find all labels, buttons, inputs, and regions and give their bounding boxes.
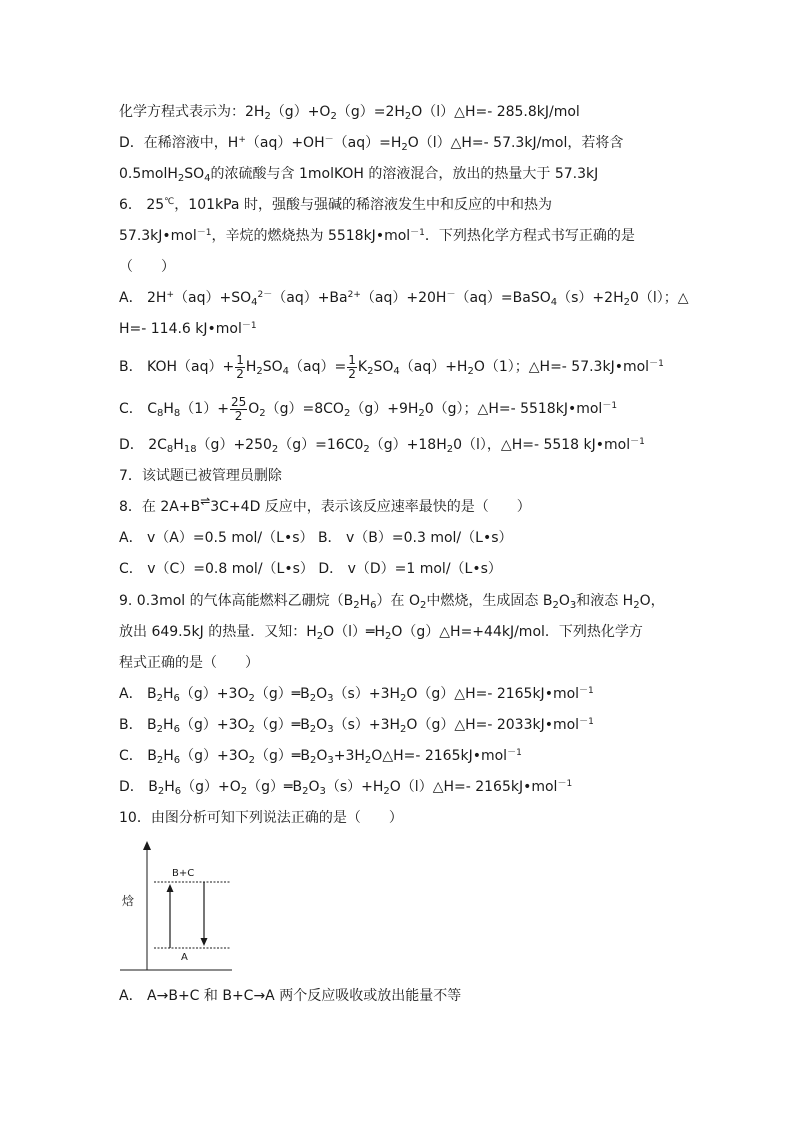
question-6-brackets: （ ） — [119, 259, 175, 275]
level-b-plus-c-label: B+C — [172, 868, 195, 879]
enthalpy-diagram-svg — [112, 838, 242, 978]
question-9-cont2: 程式正确的是（ ） — [119, 655, 259, 671]
fraction-half: $\frac{1}{2}$ — [236, 352, 244, 381]
option-10a: A． A→B+C 和 B+C→A 两个反应吸收或放出能量不等 — [119, 988, 462, 1004]
option-9b: B． $B_2H_6(g)+3O_2(g)═B_2O_3(s)+3H_2O(g)\triangle H=-$ 2033kJ•mol$^{-1}$ — [119, 717, 594, 735]
question-9-cont: 放出 649.5kJ 的热量．又知：$H_2O(l)═H_2O(g)\triangle H=+44kJ$/mol．下列热化学方 — [119, 624, 643, 642]
options-8-cd: C． v（C）=0.8 mol/（L•s） D． v（D）=1 mol/（L•s） — [119, 561, 502, 577]
question-6: 6． 25℃，101kPa 时，强酸与强碱的稀溶液发生中和反应的中和热为 — [119, 197, 552, 213]
option-6c: C． $C_8H_8(1)+$ $\frac{25}{2}$ $O_2(g)=8CO_2(g)+9H_20(g)$；△H=- 5518kJ•mol$^{-1}$ — [119, 394, 618, 423]
question-7: 7．该试题已被管理员删除 — [119, 468, 282, 484]
fraction-half: $\frac{1}{2}$ — [348, 352, 356, 381]
options-8-ab: A． v（A）=0.5 mol/（L•s） B． v（B）=0.3 mol/（L•s） — [119, 530, 513, 546]
option-d-prev-cont: $0.5molH_2SO_4$的浓硫酸与含 1molKOH 的溶液混合，放出的热量大于 57.3kJ — [119, 166, 599, 184]
option-9d: D． $B_2H_6(g)+O_2(g)═B_2O_3(s)+H_2O(l)\triangle H=-$ 2165kJ•mol$^{-1}$ — [119, 779, 573, 797]
option-6a-cont: H=- 114.6 kJ•mol$^{-1}$ — [119, 321, 257, 337]
level-a-label: A — [181, 952, 188, 963]
option-6b: B． KOH（aq）+ $\frac{1}{2}$ $H_2SO_4(aq)=$ $\frac{1}{2}$ $K_2SO_4(aq)+H_2O(1)$；△H=- 57.3kJ•mol$^{-1}$ — [119, 352, 664, 381]
question-10: 10．由图分析可知下列说法正确的是（ ） — [119, 810, 403, 826]
option-9c: C． $B_2H_6(g)+3O_2(g)═B_2O_3+3H_2O\triangle H=-$ 2165kJ•mol$^{-1}$ — [119, 748, 522, 766]
down-arrow-icon — [201, 938, 208, 946]
option-d-prev: D．在稀溶液中，$H^+(aq)+OH^-(aq)=H_2O(l)\triangle H=-$ 57.3kJ/mol，若将含 — [119, 135, 624, 153]
line-equation-end: 化学方程式表示为：$2H_2(g)+O_2(g)=2H_2O(l)\triangle H=-$ 285.8kJ/mol — [119, 104, 580, 122]
question-9: 9. 0.3mol 的气体高能燃料乙硼烷$(B_2H_6)$在 $O_2$中燃烧，生成固态 $B_2O_3$和液态 $H_2O$， — [119, 593, 665, 611]
up-arrow-icon — [167, 884, 174, 892]
option-6d: D． $2C_8H_{18}(g)+250_2(g)=16C0_2(g)+18H_20(l)$，△H=- 5518 kJ•mol$^{-1}$ — [119, 437, 645, 455]
question-6-cont: 57.3kJ•mol$^{-1}$，辛烷的燃烧热为 5518kJ•mol$^{-1}$．下列热化学方程式书写正确的是 — [119, 228, 635, 244]
fraction-25-2: $\frac{25}{2}$ — [230, 394, 247, 423]
equilibrium-arrow-icon: ⇌ — [200, 494, 211, 508]
option-9a: A． $B_2H_6(g)+3O_2(g)═B_2O_3(s)+3H_2O(g)\triangle H=-$ 2165kJ•mol$^{-1}$ — [119, 686, 594, 704]
enthalpy-diagram — [112, 838, 242, 978]
y-axis-arrowhead-icon — [143, 841, 151, 850]
question-8: 8．在 2A+B⇌3C+4D 反应中，表示该反应速率最快的是（ ） — [119, 497, 531, 517]
option-6a: A． $2H^+(aq)+SO_4^{2-}(aq)+Ba^{2+}(aq)+20H^-(aq)=BaSO_4(s)+2H_20(l)$；△ — [119, 290, 689, 308]
y-axis-label: 焓 — [122, 894, 135, 908]
